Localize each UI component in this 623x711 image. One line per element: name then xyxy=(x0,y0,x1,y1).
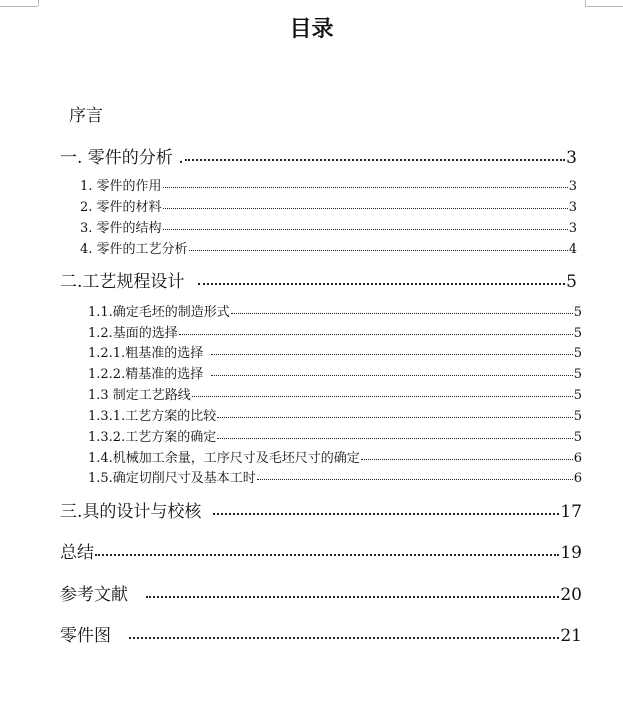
toc-entry-label: 1.3 制定工艺路线 xyxy=(88,388,191,403)
toc-entry-chapter-3[interactable] xyxy=(60,497,582,522)
dot-leader xyxy=(163,187,568,188)
dot-leader xyxy=(211,375,573,376)
toc-entry-page: 20 xyxy=(560,585,582,605)
toc-entry-label: 1. 零件的作用 xyxy=(80,179,162,194)
toc-entry-page: 5 xyxy=(573,326,582,341)
page-title: 目录 xyxy=(289,17,334,42)
toc-entry-label: 1.2.基面的选择 xyxy=(88,326,178,341)
toc-entry-page: 3 xyxy=(568,221,577,236)
toc-entry-section[interactable] xyxy=(80,217,577,236)
toc-entry-page: 5 xyxy=(566,272,577,292)
toc-entry-chapter-2[interactable] xyxy=(60,267,577,292)
toc-entry-label: 4. 零件的工艺分析 xyxy=(80,242,188,257)
toc-entry-page: 17 xyxy=(560,502,582,522)
toc-entry-subsection[interactable] xyxy=(88,322,582,341)
dot-leader xyxy=(95,554,559,556)
toc-entry-page: 3 xyxy=(568,179,577,194)
dot-leader xyxy=(163,208,568,209)
toc-entry-subsection[interactable] xyxy=(88,405,582,424)
toc-entry-page: 3 xyxy=(568,200,577,215)
dot-leader xyxy=(129,637,559,639)
toc-entry-subsection[interactable] xyxy=(88,467,582,486)
dot-leader xyxy=(198,283,565,285)
toc-entry-page: 19 xyxy=(560,543,582,563)
toc-entry-page: 6 xyxy=(573,471,582,486)
toc-entry-label: 1.3.2.工艺方案的确定 xyxy=(88,430,217,445)
toc-entry-part-drawing[interactable] xyxy=(60,621,582,646)
toc-entry-label: 1.5.确定切削尺寸及基本工时 xyxy=(88,471,256,486)
crop-mark-top-left xyxy=(38,0,39,6)
toc-entry-subsection[interactable] xyxy=(88,363,582,382)
toc-entry-subsection[interactable] xyxy=(88,384,582,403)
toc-entry-label: 零件图 xyxy=(60,626,111,646)
toc-entry-label: 1.2.1.粗基准的选择 xyxy=(88,346,204,361)
toc-entry-section[interactable] xyxy=(80,175,577,194)
toc-entry-page: 6 xyxy=(573,451,582,466)
dot-leader xyxy=(163,229,568,230)
toc-entry-subsection[interactable] xyxy=(88,447,582,466)
dot-leader xyxy=(213,513,559,515)
dot-leader xyxy=(217,438,573,439)
toc-entry-subsection[interactable] xyxy=(88,426,582,445)
dot-leader xyxy=(217,417,573,418)
toc-entry-page: 5 xyxy=(573,409,582,424)
toc-entry-page: 5 xyxy=(573,305,582,320)
toc-entry-label: 1.1.确定毛坯的制造形式 xyxy=(88,305,230,320)
toc-entry-label: 一. 零件的分析 . xyxy=(60,148,184,168)
toc-entry-subsection[interactable] xyxy=(88,301,582,320)
crop-mark-top-left xyxy=(0,6,38,7)
toc-entry-label: 1.2.2.精基准的选择 xyxy=(88,367,204,382)
toc-entry-label: 1.4.机械加工余量，工序尺寸及毛坯尺寸的确定 xyxy=(88,451,360,466)
toc-entry-page: 5 xyxy=(573,388,582,403)
toc-entry-page: 21 xyxy=(560,626,582,646)
toc-entry-page: 5 xyxy=(573,346,582,361)
toc-entry-label: 1.3.1.工艺方案的比较 xyxy=(88,409,217,424)
dot-leader xyxy=(257,479,573,480)
toc-entry-summary[interactable] xyxy=(60,538,582,563)
toc-entry-label: 三.具的设计与校核 xyxy=(60,502,202,522)
toc-entry-page: 5 xyxy=(573,430,582,445)
toc-entry-label: 3. 零件的结构 xyxy=(80,221,162,236)
toc-entry-section[interactable] xyxy=(80,238,577,257)
toc-entry-section[interactable] xyxy=(80,196,577,215)
crop-mark-top-right xyxy=(585,6,623,7)
toc-entry-chapter-1[interactable] xyxy=(60,143,577,168)
toc-entry-subsection[interactable] xyxy=(88,342,582,361)
dot-leader xyxy=(211,354,573,355)
crop-mark-top-right xyxy=(585,0,586,6)
toc-entry-label: 总结 xyxy=(60,543,94,563)
dot-leader xyxy=(192,396,573,397)
toc-entry-references[interactable] xyxy=(60,580,582,605)
toc-entry-label: 二.工艺规程设计 xyxy=(60,272,185,292)
toc-entry-page: 3 xyxy=(566,148,577,168)
toc-entry-page: 4 xyxy=(568,242,577,257)
toc-entry-label: 2. 零件的材料 xyxy=(80,200,162,215)
dot-leader xyxy=(146,596,559,598)
toc-entry-page: 5 xyxy=(573,367,582,382)
dot-leader xyxy=(179,334,573,335)
dot-leader xyxy=(185,159,566,161)
dot-leader xyxy=(189,250,568,251)
toc-entry-label: 参考文献 xyxy=(60,585,128,605)
dot-leader xyxy=(231,313,573,314)
dot-leader xyxy=(361,459,573,460)
toc-preface: 序言 xyxy=(69,106,103,126)
